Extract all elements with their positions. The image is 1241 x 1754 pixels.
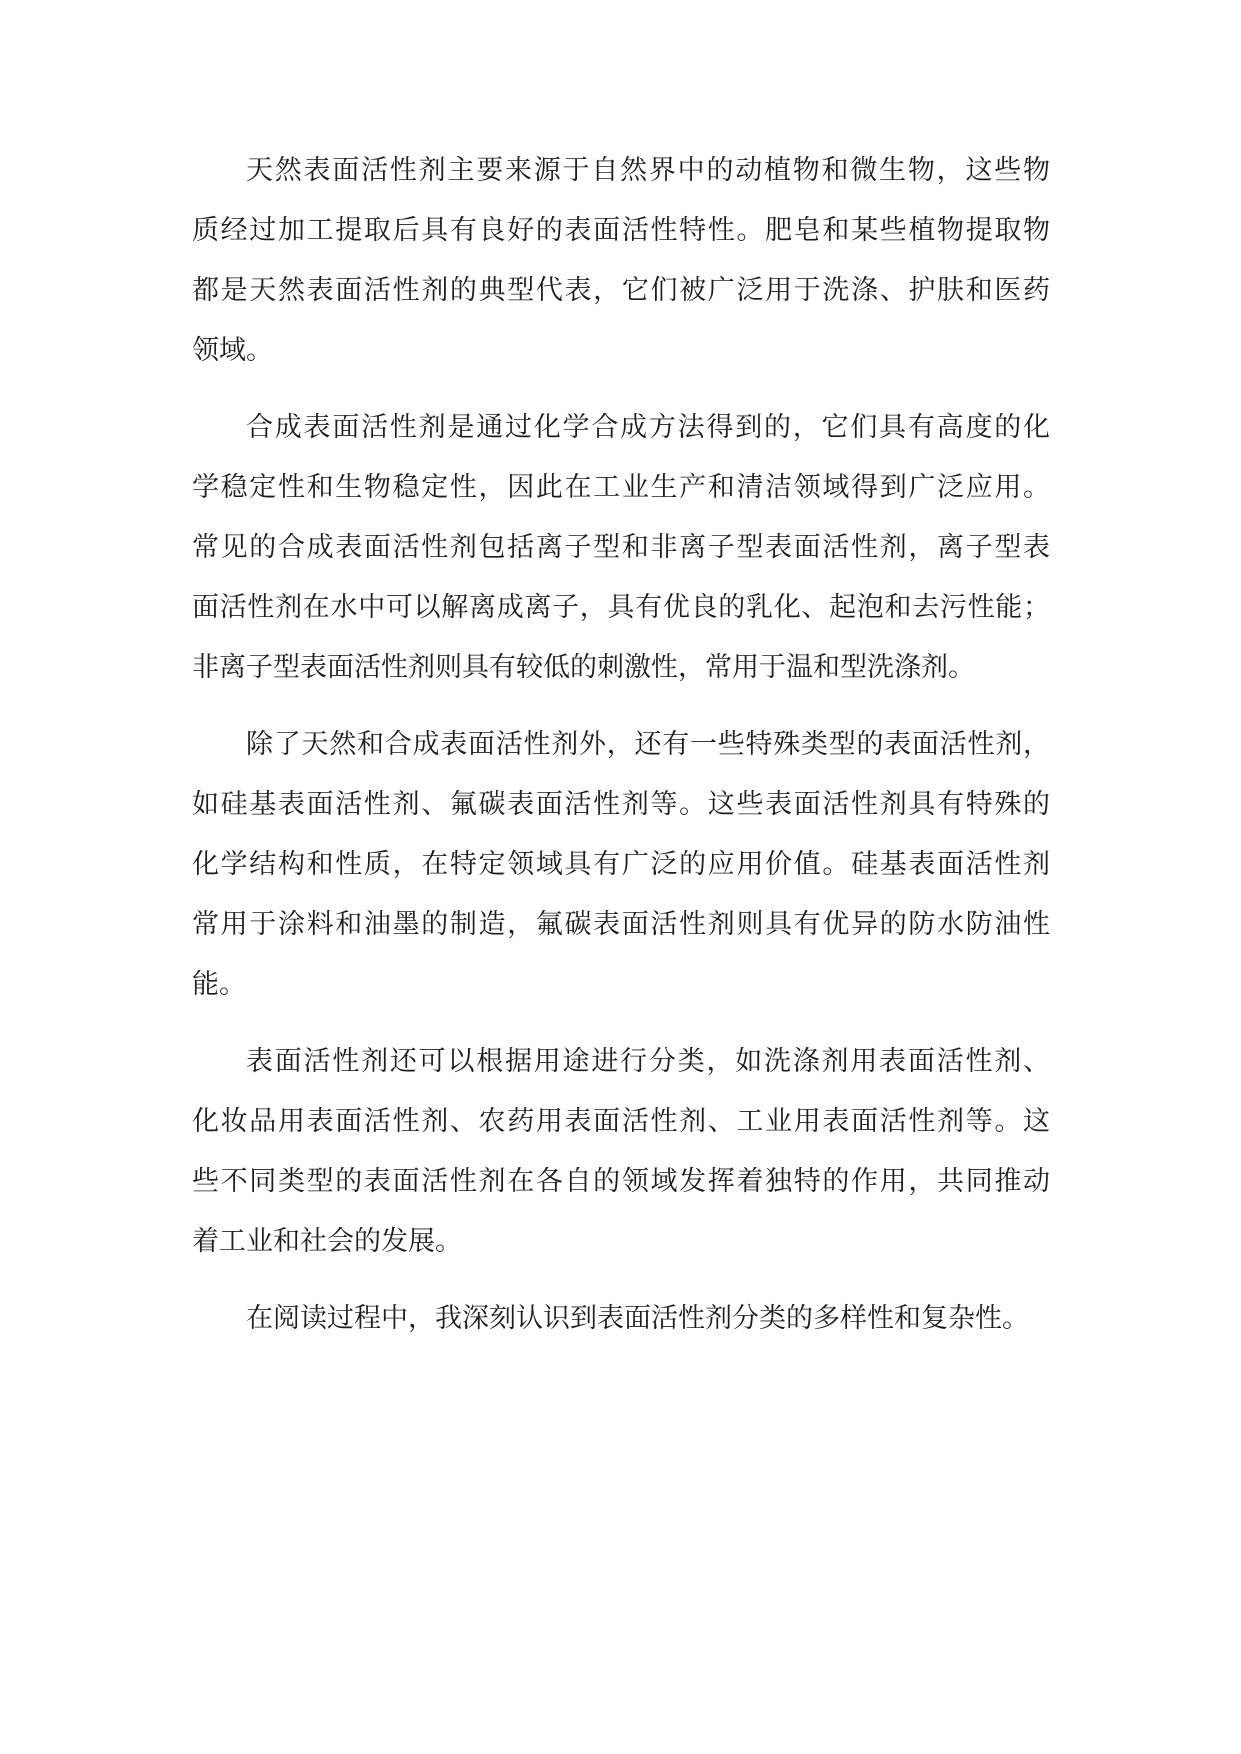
- paragraph-synthetic-surfactants: [192, 398, 1050, 698]
- text-line: 质经过加工提取后具有良好的表面活性特性。肥皂和某些植物提取物: [192, 215, 1050, 246]
- text-line: 非离子型表面活性剂则具有较低的刺激性，常用于温和型洗涤剂。: [192, 652, 975, 683]
- text-line: 都是天然表面活性剂的典型代表，它们被广泛用于洗涤、护肤和医药: [192, 275, 1050, 306]
- text-line: 领域。: [192, 335, 273, 366]
- text-line: 天然表面活性剂主要来源于自然界中的动植物和微生物，这些物: [246, 155, 1050, 186]
- text-line: 着工业和社会的发展。: [192, 1226, 462, 1257]
- text-line: 常见的合成表面活性剂包括离子型和非离子型表面活性剂，离子型表: [192, 532, 1050, 563]
- text-line: 如硅基表面活性剂、氟碳表面活性剂等。这些表面活性剂具有特殊的: [192, 789, 1050, 820]
- text-line: 些不同类型的表面活性剂在各自的领域发挥着独特的作用，共同推动: [192, 1166, 1050, 1197]
- text-line: 除了天然和合成表面活性剂外，还有一些特殊类型的表面活性剂，: [246, 729, 1050, 760]
- paragraph-reading-reflection: [192, 1289, 1050, 1349]
- paragraph-natural-surfactants: [192, 141, 1050, 381]
- document-body: [192, 141, 1050, 1366]
- text-line: 化学结构和性质，在特定领域具有广泛的应用价值。硅基表面活性剂: [192, 849, 1050, 880]
- text-line: 在阅读过程中，我深刻认识到表面活性剂分类的多样性和复杂性。: [246, 1303, 1029, 1334]
- text-line: 学稳定性和生物稳定性，因此在工业生产和清洁领域得到广泛应用。: [192, 472, 1050, 503]
- text-line: 能。: [192, 969, 246, 1000]
- text-line: 面活性剂在水中可以解离成离子，具有优良的乳化、起泡和去污性能；: [192, 592, 1050, 623]
- paragraph-usage-classification: [192, 1032, 1050, 1272]
- paragraph-special-surfactants: [192, 715, 1050, 1015]
- text-line: 常用于涂料和油墨的制造，氟碳表面活性剂则具有优异的防水防油性: [192, 909, 1050, 940]
- text-line: 化妆品用表面活性剂、农药用表面活性剂、工业用表面活性剂等。这: [192, 1106, 1050, 1137]
- text-line: 表面活性剂还可以根据用途进行分类，如洗涤剂用表面活性剂、: [246, 1046, 1050, 1077]
- text-line: 合成表面活性剂是通过化学合成方法得到的，它们具有高度的化: [246, 412, 1050, 443]
